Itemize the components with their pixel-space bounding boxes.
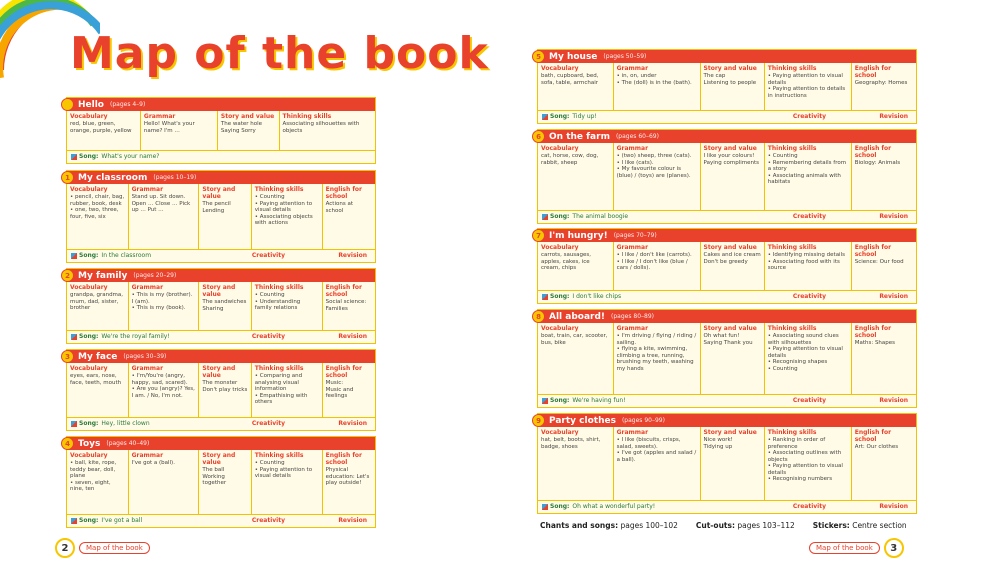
column-text: The water hole Saying Sorry [220, 121, 263, 134]
unit-number-badge: 3 [61, 350, 74, 363]
song-title: In the classroom [101, 252, 152, 259]
column-text: • I'm/You're (angry, happy, sad, scared). • Are you (angry)? Yes, I am. / No, I'm not. [131, 373, 195, 399]
flag-icon [542, 214, 548, 220]
unit-title: My house [549, 51, 598, 62]
unit-title: Hello [78, 99, 104, 110]
unit-header [67, 350, 375, 363]
song-row [67, 150, 375, 162]
column-text: eyes, ears, nose, face, teeth, mouth [70, 373, 122, 386]
unit-header [67, 437, 375, 450]
unit-column [129, 363, 200, 417]
flag-icon [71, 421, 77, 427]
column-heading: Story and value [703, 65, 757, 72]
unit-column [852, 63, 916, 110]
cutouts-label: Cut-outs: [695, 521, 735, 530]
unit-section [537, 309, 917, 408]
unit-section [66, 97, 376, 164]
unit-column [67, 363, 129, 417]
column-text: • ball, kite, rope, teddy bear, doll, plane • seven, eight, nine, ten [70, 460, 117, 492]
unit-column [852, 143, 916, 210]
column-heading: Grammar [131, 186, 164, 193]
column-text: Art: Our clothes [854, 444, 899, 450]
unit-title: On the farm [549, 131, 610, 142]
column-text: • Identifying missing details • Associating food with its source [767, 252, 845, 271]
unit-number-badge: 1 [61, 171, 74, 184]
unit-section [537, 129, 917, 224]
column-text: Oh what fun! Saying Thank you [703, 333, 753, 346]
column-heading: English for school [854, 429, 892, 443]
song-title: Oh what a wonderful party! [572, 503, 656, 510]
flag-icon [71, 334, 77, 340]
unit-header [538, 414, 916, 427]
revision-tag: Revision [879, 397, 908, 404]
stickers-label: Stickers: [812, 521, 850, 530]
cutouts-value: pages 103–112 [737, 521, 795, 530]
unit-number-badge: 6 [532, 130, 545, 143]
column-text: Maths: Shapes [854, 340, 896, 346]
column-heading: Vocabulary [70, 365, 108, 372]
unit-column [129, 282, 200, 330]
column-text: • Counting • Paying attention to visual details • Associating objects with actions [254, 194, 313, 226]
song-row [538, 394, 916, 406]
unit-number-badge [61, 98, 74, 111]
column-heading: Thinking skills [254, 284, 304, 291]
column-heading: Vocabulary [70, 452, 108, 459]
column-heading: Story and value [703, 145, 757, 152]
unit-column [252, 282, 323, 330]
flag-icon [71, 154, 77, 160]
column-text: boat, train, car, scooter, bus, bike [541, 333, 608, 346]
song-row [67, 514, 375, 526]
song-label: Song: [79, 252, 99, 259]
column-text: red, blue, green, orange, purple, yellow [70, 121, 132, 134]
unit-column [67, 282, 129, 330]
column-text: • Counting • Paying attention to visual details [254, 460, 313, 479]
column-heading: Vocabulary [541, 325, 579, 332]
column-text: cat, horse, cow, dog, rabbit, sheep [541, 153, 599, 166]
unit-header [538, 229, 916, 242]
unit-column [323, 282, 375, 330]
unit-column [614, 323, 701, 394]
song-row [67, 417, 375, 429]
song-row [67, 249, 375, 261]
column-heading: English for school [854, 325, 892, 339]
column-text: Associating silhouettes with objects [282, 121, 360, 134]
song-title: We're having fun! [572, 397, 626, 404]
unit-title: My family [78, 270, 128, 281]
unit-column [701, 242, 765, 290]
unit-column [701, 323, 765, 394]
song-title: I don't like chips [572, 293, 622, 300]
unit-title: All aboard! [549, 311, 606, 322]
song-title: We're the royal family! [101, 333, 170, 340]
revision-tag: Revision [879, 213, 908, 220]
column-text: • Paying attention to visual details • Paying attention to details in instructions [767, 73, 846, 99]
unit-column [323, 363, 375, 417]
column-text: • I like (biscuits, crisps, salad, sweets). • I've got (apples and salad / a ball). [616, 437, 697, 463]
column-heading: Vocabulary [70, 284, 108, 291]
song-title: I've got a ball [101, 517, 143, 524]
column-heading: Grammar [131, 284, 164, 291]
revision-tag: Revision [879, 293, 908, 300]
unit-column [852, 323, 916, 394]
column-text: • This is my (brother). I (am). • This is my (book). [131, 292, 193, 311]
unit-column [199, 363, 251, 417]
column-text: Social science: Families [325, 299, 367, 312]
column-text: • Comparing and analysing visual information • Empathising with others [254, 373, 308, 405]
creativity-tag: Creativity [792, 293, 826, 300]
column-heading: Story and value [202, 452, 236, 466]
column-heading: Vocabulary [70, 113, 108, 120]
column-heading: Thinking skills [254, 186, 304, 193]
unit-header [67, 269, 375, 282]
page-number: 3 [884, 538, 904, 558]
column-text: • Ranking in order of preference • Associating outlines with objects • Paying attention to visual details • Recognising numbers [767, 437, 843, 482]
song-title: What's your name? [101, 153, 160, 160]
unit-pages: (pages 40–49) [106, 440, 150, 447]
unit-pages: (pages 90–99) [621, 417, 665, 424]
song-row [538, 290, 916, 302]
unit-header [538, 310, 916, 323]
unit-column [67, 111, 141, 150]
column-heading: English for school [325, 365, 363, 379]
revision-tag: Revision [879, 113, 908, 120]
column-heading: Story and value [703, 429, 757, 436]
unit-pages: (pages 50–59) [603, 53, 647, 60]
column-text: Actions at school [325, 201, 353, 214]
unit-pages: (pages 20–29) [133, 272, 177, 279]
unit-section [537, 413, 917, 514]
unit-title: I'm hungry! [549, 230, 608, 241]
column-heading: English for school [854, 244, 892, 258]
song-title: Tidy up! [572, 113, 597, 120]
unit-column [199, 282, 251, 330]
unit-number-badge: 9 [532, 414, 545, 427]
column-heading: English for school [325, 284, 363, 298]
unit-title: My face [78, 351, 118, 362]
column-text: The ball Working together [202, 467, 227, 486]
page-title: Map of the book [70, 28, 489, 79]
column-text: The sandwiches Sharing [202, 299, 247, 312]
unit-column [614, 427, 701, 500]
column-text: carrots, sausages, apples, cakes, ice cream, chips [541, 252, 592, 271]
unit-column [141, 111, 218, 150]
unit-column [199, 184, 251, 249]
column-heading: Grammar [616, 325, 649, 332]
unit-number-badge: 4 [61, 437, 74, 450]
revision-tag: Revision [338, 517, 367, 524]
creativity-tag: Creativity [792, 503, 826, 510]
unit-section [537, 49, 917, 124]
flag-icon [542, 114, 548, 120]
column-heading: Vocabulary [541, 65, 579, 72]
column-text: Music: Music and feelings [325, 380, 354, 399]
unit-column [129, 450, 200, 514]
column-heading: Thinking skills [254, 365, 304, 372]
unit-column [323, 184, 375, 249]
unit-column [538, 427, 614, 500]
column-heading: Thinking skills [767, 145, 817, 152]
page-label: Map of the book [809, 542, 880, 554]
unit-pages: (pages 60–69) [615, 133, 659, 140]
column-heading: Thinking skills [767, 244, 817, 251]
song-row [538, 500, 916, 512]
creativity-tag: Creativity [251, 333, 285, 340]
column-heading: Grammar [131, 452, 164, 459]
unit-pages: (pages 80–89) [611, 313, 655, 320]
creativity-tag: Creativity [251, 252, 285, 259]
unit-column [538, 143, 614, 210]
song-title: Hey, little clown [101, 420, 150, 427]
unit-column [701, 427, 765, 500]
unit-section [66, 349, 376, 431]
column-heading: Thinking skills [767, 429, 817, 436]
unit-section [66, 436, 376, 528]
column-text: Biology: Animals [854, 160, 901, 166]
song-label: Song: [550, 113, 570, 120]
creativity-tag: Creativity [792, 213, 826, 220]
left-page-footer [55, 538, 154, 558]
unit-column [538, 63, 614, 110]
column-heading: Story and value [703, 325, 757, 332]
column-text: Physical education: Let's play outside! [325, 467, 370, 486]
unit-column [852, 427, 916, 500]
unit-column [199, 450, 251, 514]
chants-label: Chants and songs: [540, 521, 619, 530]
column-heading: Vocabulary [541, 429, 579, 436]
unit-column [323, 450, 375, 514]
unit-section [537, 228, 917, 304]
unit-column [765, 143, 852, 210]
column-text: • I'm driving / flying / riding / sailing. • flying a kite, swimming, climbing a tree, running, brushing my teeth, washing my hands [616, 333, 697, 372]
flag-icon [71, 518, 77, 524]
revision-tag: Revision [338, 333, 367, 340]
column-heading: Story and value [202, 284, 236, 298]
column-text: • (two) sheep, three (cats). • I like (cats). • My favourite colour is (blue) / (toys) are (planes). [616, 153, 692, 179]
unit-column [538, 323, 614, 394]
song-row [67, 330, 375, 342]
unit-header [67, 171, 375, 184]
column-heading: Grammar [616, 429, 649, 436]
column-heading: Vocabulary [541, 244, 579, 251]
unit-title: My classroom [78, 172, 148, 183]
column-text: The pencil Lending [202, 201, 231, 214]
column-text: • in, on, under • The (doll) is in the (bath). [616, 73, 692, 86]
column-heading: Grammar [616, 65, 649, 72]
column-text: • I like / don't like (carrots). • I like / I don't like (blue / cars / dolls). [616, 252, 692, 271]
unit-pages: (pages 70–79) [613, 232, 657, 239]
unit-title: Toys [78, 438, 101, 449]
song-label: Song: [550, 397, 570, 404]
right-page-footer [805, 538, 904, 558]
column-heading: Story and value [202, 186, 236, 200]
column-text: • Associating sound clues with silhouettes • Paying attention to visual details • Recognising shapes • Counting [767, 333, 843, 372]
song-label: Song: [79, 153, 99, 160]
revision-tag: Revision [338, 252, 367, 259]
song-label: Song: [79, 333, 99, 340]
unit-column [538, 242, 614, 290]
unit-column [614, 143, 701, 210]
column-heading: Thinking skills [767, 325, 817, 332]
unit-header [538, 130, 916, 143]
column-text: grandpa, grandma, mum, dad, sister, brother [70, 292, 124, 311]
column-heading: Thinking skills [254, 452, 304, 459]
column-heading: Story and value [703, 244, 757, 251]
creativity-tag: Creativity [251, 517, 285, 524]
flag-icon [71, 253, 77, 259]
column-heading: English for school [854, 65, 892, 79]
song-label: Song: [79, 420, 99, 427]
column-text: Nice work! Tidying up [703, 437, 733, 450]
column-heading: Thinking skills [282, 113, 332, 120]
chants-value: pages 100–102 [620, 521, 678, 530]
column-text: The monster Don't play tricks [202, 380, 248, 393]
column-text: bath, cupboard, bed, sofa, table, armchair [541, 73, 599, 86]
flag-icon [542, 398, 548, 404]
song-label: Song: [79, 517, 99, 524]
extras-bar [540, 521, 907, 530]
song-label: Song: [550, 213, 570, 220]
unit-pages: (pages 4–9) [110, 101, 146, 108]
column-text: Stand up. Sit down. Open … Close … Pick up … Put … [131, 194, 191, 213]
unit-column [852, 242, 916, 290]
unit-column [701, 143, 765, 210]
column-heading: Vocabulary [70, 186, 108, 193]
unit-column [252, 363, 323, 417]
unit-title: Party clothes [549, 415, 616, 426]
unit-column [67, 450, 129, 514]
song-label: Song: [550, 503, 570, 510]
unit-number-badge: 5 [532, 50, 545, 63]
column-text: I've got a (ball). [131, 460, 175, 466]
column-heading: Story and value [202, 365, 236, 379]
unit-pages: (pages 30–39) [123, 353, 167, 360]
column-text: The cap Listening to people [703, 73, 757, 86]
unit-column [614, 63, 701, 110]
flag-icon [542, 504, 548, 510]
unit-column [765, 63, 852, 110]
song-title: The animal boogie [572, 213, 629, 220]
unit-number-badge: 2 [61, 269, 74, 282]
unit-column [218, 111, 280, 150]
unit-column [252, 450, 323, 514]
unit-number-badge: 8 [532, 310, 545, 323]
column-text: Hello! What's your name? I'm … [143, 121, 195, 134]
creativity-tag: Creativity [792, 113, 826, 120]
column-heading: Grammar [143, 113, 176, 120]
page-number: 2 [55, 538, 75, 558]
song-row [538, 110, 916, 122]
column-text: Science: Our food [854, 259, 904, 265]
song-row [538, 210, 916, 222]
unit-header [67, 98, 375, 111]
unit-header [538, 50, 916, 63]
column-heading: Grammar [131, 365, 164, 372]
column-heading: Story and value [220, 113, 275, 120]
column-heading: Vocabulary [541, 145, 579, 152]
column-text: Cakes and ice cream Don't be greedy [703, 252, 761, 265]
unit-section [66, 170, 376, 263]
column-heading: Grammar [616, 145, 649, 152]
column-heading: English for school [854, 145, 892, 159]
page-label: Map of the book [79, 542, 150, 554]
column-text: • Counting • Remembering details from a story • Associating animals with habitats [767, 153, 847, 185]
unit-number-badge: 7 [532, 229, 545, 242]
unit-column [765, 323, 852, 394]
creativity-tag: Creativity [792, 397, 826, 404]
column-heading: Grammar [616, 244, 649, 251]
stickers-value: Centre section [852, 521, 907, 530]
column-heading: English for school [325, 452, 363, 466]
flag-icon [542, 294, 548, 300]
column-text: Geography: Homes [854, 80, 908, 86]
column-heading: English for school [325, 186, 363, 200]
unit-column [67, 184, 129, 249]
column-text: • pencil, chair, bag, rubber, book, desk • one, two, three, four, five, six [70, 194, 125, 220]
revision-tag: Revision [338, 420, 367, 427]
unit-pages: (pages 10–19) [153, 174, 197, 181]
revision-tag: Revision [879, 503, 908, 510]
unit-column [129, 184, 200, 249]
unit-column [765, 427, 852, 500]
song-label: Song: [550, 293, 570, 300]
unit-column [614, 242, 701, 290]
column-text: I like your colours! Paying compliments [703, 153, 760, 166]
unit-section [66, 268, 376, 344]
unit-column [765, 242, 852, 290]
unit-column [280, 111, 375, 150]
unit-column [252, 184, 323, 249]
unit-column [701, 63, 765, 110]
creativity-tag: Creativity [251, 420, 285, 427]
column-heading: Thinking skills [767, 65, 817, 72]
column-text: hat, belt, boots, shirt, badge, shoes [541, 437, 601, 450]
column-text: • Counting • Understanding family relations [254, 292, 301, 311]
